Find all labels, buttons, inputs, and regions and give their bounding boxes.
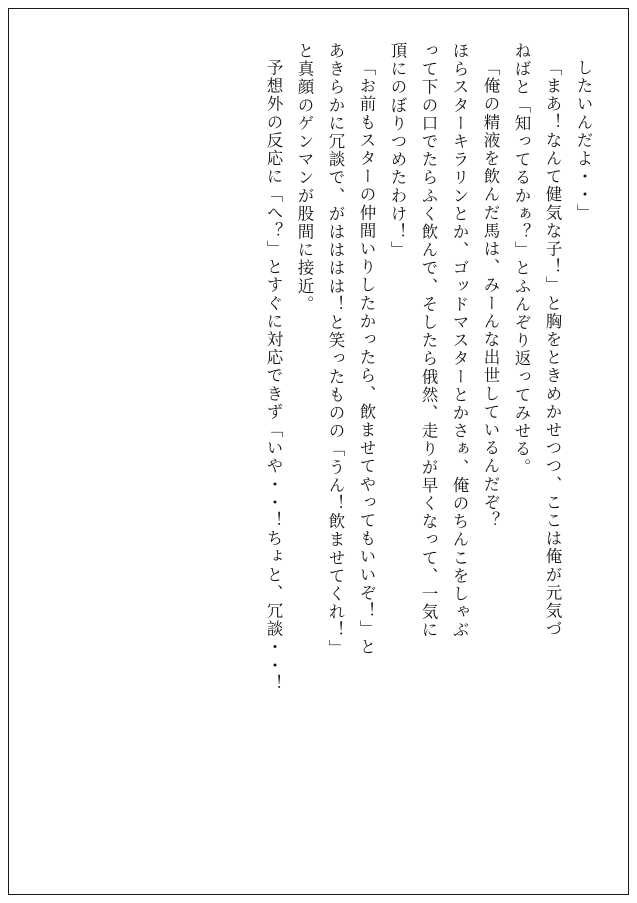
text-column: 予想外の反応に「へ？」とすぐに対応できず「いや・・！ちょと、冗談・・！ (264, 59, 283, 693)
text-column: あきらかに冗談で、がはははは！と笑ったものの「うん！飲ませてくれ！」 (326, 42, 345, 658)
text-column: ねばと「知ってるかぁ？」とふんぞり返ってみせる。 (512, 42, 531, 477)
text-column: 頂にのぼりつめたわけ！」 (388, 42, 407, 260)
text-column: 「お前もスターの仲間いりしたかったら、飲ませてやってもいいぞ！」と (357, 59, 376, 657)
vertical-text-body (40, 42, 591, 867)
text-column: したいんだよ・・」 (574, 59, 593, 222)
text-column: と真顔のゲンマンが股間に接近。 (295, 42, 314, 314)
text-column: 「まあ！なんて健気な子！」と胸をときめかせつつ、ここは俺が元気づ (543, 59, 562, 639)
text-column: って下の口でたらふく飲んで、そしたら俄然、走りが早くなって、一気に (419, 42, 438, 640)
text-column: ほらスターキラリンとか、ゴッドマスターとかさぁ、俺のちんこをしゃぶ (450, 42, 469, 640)
text-column: 「俺の精液を飲んだ馬は、みーんな出世しているんだぞ？ (481, 59, 500, 530)
